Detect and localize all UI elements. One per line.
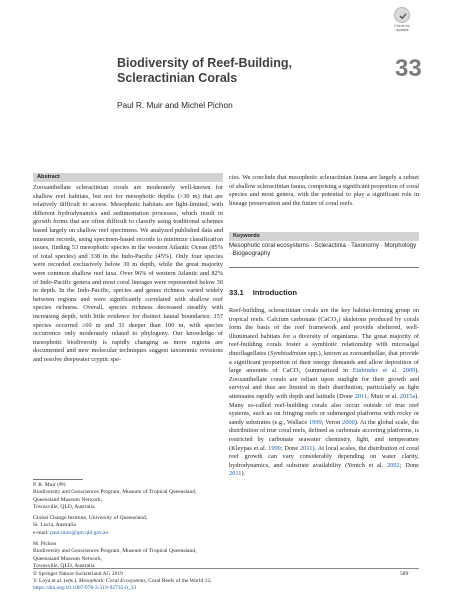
abstract-text-continued: cies. We conclude that mesophotic scleractinian fauna are largely a subset of shallow scleractinian fauna, comprising a significant proportion of coral species and most genera, with the potential to play a significant role in lineage preservation and the future of coral reefs. (229, 174, 419, 207)
book-citation: Y. Loya et al. (eds.), Mesophotic Coral Ecosystems, Coral Reefs of the World 12, (33, 578, 212, 585)
citation-link[interactable]: 1999 (308, 418, 322, 426)
section-title: Introduction (252, 288, 298, 297)
badge-text: Check for updates (394, 24, 410, 32)
affiliations (33, 482, 223, 574)
keywords-text: Mesophotic coral ecosystems · Scleractinia · Taxonomy · Morphology · Biogeography (229, 242, 417, 258)
check-for-updates-badge[interactable] (388, 7, 416, 37)
check-for-updates-icon (394, 7, 410, 23)
chapter-title: Biodiversity of Reef-Building, Scleractinian Corals (117, 56, 293, 85)
introduction-paragraph: Reef-building, scleractinian corals are the key habitat-forming group on tropical reefs. Calcium carbonate (CaCO₃) skeletons produced by corals form the basis of the reef framework and provide sheltered, well-illuminated habitats for a diversity of organisms. The great majority of reef-building corals foster a symbiotic relationship with microalgal dinoflagellates (Symbiodinium spp.), known as zooxanthellae, that provide a significant proportion of their energy demands and allow deposition of large amounts of CaCO₃ (summarized in Einbinder et al. 2009). Zooxanthellate corals are reliant upon sunlight for their growth and survival and thus are limited in their distribution, particularly as light attenuates rapidly with depth and latitude (Done 2011; Muir et al. 2015a). Many so-called reef-building corals also occur outside of true reef systems, such as on fringing reefs or submerged platforms with rocky or sandy substrates (e.g., Wallace 1999; Veron 2000). At the global scale, the distribution of true coral reefs, defined as carbonate accreting platforms, is restricted by carbonate seawater chemistry, light, and temperature (Kleypas et al. 1999; Done 2011). At local scales, the distribution of coral reef growth can vary considerably depending on water clarity, hydrodynamics, and substrate availability (Yentch et al. 2002; Done 2011). (229, 307, 419, 478)
copyright: © Springer Nature Switzerland AG 2019 (33, 571, 123, 577)
citation-link[interactable]: 2011 (300, 444, 313, 452)
citation-link[interactable]: 2011 (354, 392, 368, 400)
citation-link[interactable]: 1999 (268, 444, 281, 452)
section-heading (229, 288, 297, 297)
citation-link[interactable]: Einbinder et al. 2009 (352, 367, 416, 375)
email-link[interactable]: paul.muir@qm.qld.gov.au (50, 529, 109, 536)
citation-link[interactable]: 2000 (342, 418, 355, 426)
chapter-number: 33 (395, 55, 422, 82)
footer-citation (33, 571, 333, 592)
keywords-label: Keywords (233, 233, 260, 239)
section-number: 33.1 (229, 288, 244, 297)
affiliation-global-change: Global Change Institute, University of Queensland, St. Lucia, Australia e-mail: paul.muir@qm.qld.gov.au (33, 515, 148, 536)
abstract-text: Zooxanthellate scleractinian corals are moderately well-known for shallow reef habitats, but not for mesophotic depths (>30 m) that are relatively difficult to access. Mesophotic habitats are light-limited, with different hydrodynamics and sedimentation processes, which result in growth forms that are often difficult to classify using traditional schemes based largely on shallow reef specimens. We analyzed published data and museum records, using specimen-based records to minimize classification issues, finding 53 mesophotic species in the western Atlantic Ocean (85% of total species) and 338 in the Indo-Pacific (45%). Only four species were recorded exclusively below 30 m depth, while the great majority were common shallow reef taxa. Over 96% of western Atlantic and 82% of Indo-Pacific genera and most coral lineages were represented below 30 m depth. In the Indo-Pacific, species and genus richness varied widely between regions and were significantly correlated with shallow reef species richness. Overall, species richness decreased steadily with increasing depth, with little evidence for distinct faunal boundaries: 157 species occurred ≥60 m and 31 deeper than 100 m, with species occurrence only moderately related to phylogeny. Our knowledge of mesophotic biodiversity is rapidly changing as more regions are documented and new molecular techniques suggest taxonomic revisions and resolve deepwater cryptic spe- (33, 184, 223, 363)
citation-link[interactable]: 2015a (399, 392, 416, 400)
citation-link[interactable]: 2011 (229, 470, 242, 478)
affiliation-pichon: M. Pichon Biodiversity and Geosciences Program, Museum of Tropical Queensland, Queensland Museum Network, Townsville, QLD, Australia (33, 541, 197, 569)
page-number: 589 (400, 571, 409, 577)
keywords-divider (229, 267, 419, 268)
authors: Paul R. Muir and Michel Pichon (117, 100, 233, 110)
affiliation-muir: P. R. Muir (✉) Biodiversity and Geosciences Program, Museum of Tropical Queensland, Queensland Museum Network, Townsville, QLD, Australia (33, 482, 197, 510)
abstract-label: Abstract (37, 174, 60, 180)
doi-link[interactable]: https://doi.org/10.1007/978-3-319-92735-0_33 (33, 585, 137, 592)
affiliation-divider (33, 479, 83, 480)
abstract-header-box (33, 173, 223, 182)
citation-link[interactable]: 2002 (387, 461, 400, 469)
footer-divider (33, 568, 419, 569)
